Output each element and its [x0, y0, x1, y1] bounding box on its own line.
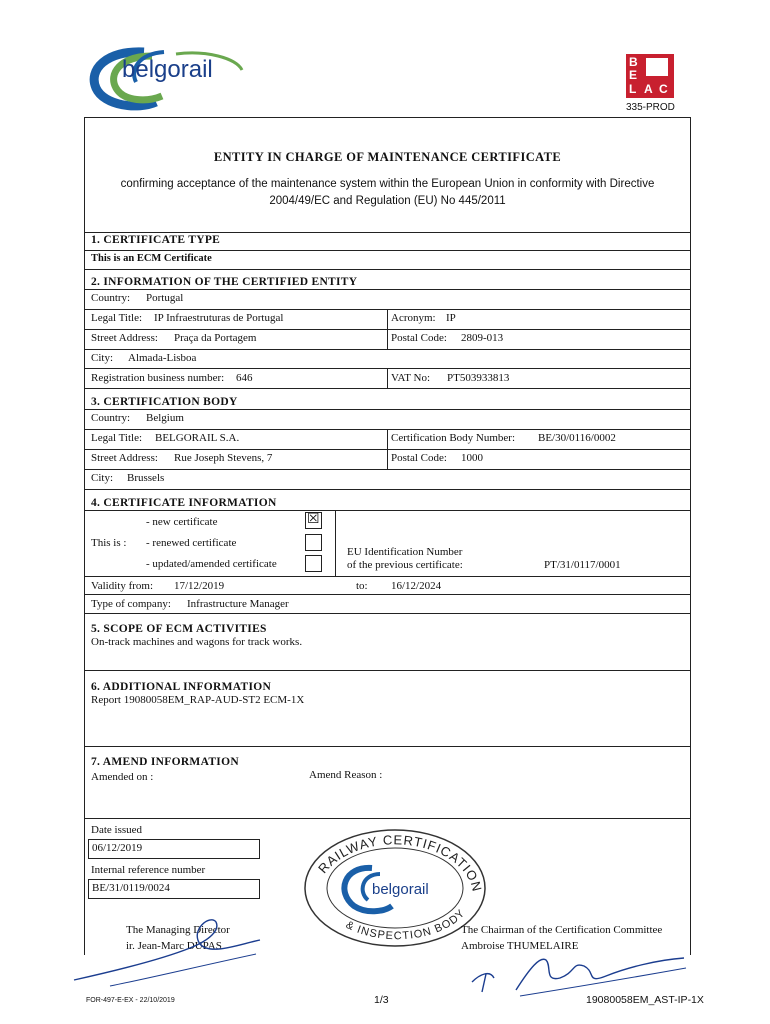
section3-heading: 3. CERTIFICATION BODY — [91, 396, 238, 408]
validity-to-label: to: — [356, 580, 368, 592]
subtitle-line1: confirming acceptance of the maintenance system within the European Union in conformity with Directive — [120, 178, 655, 190]
certificate-type-value: This is an ECM Certificate — [91, 253, 212, 264]
date-issued-label: Date issued — [91, 824, 143, 836]
entity-country-label: Country: — [91, 292, 131, 304]
entity-country: Portugal — [146, 292, 184, 304]
validity-to: 16/12/2024 — [391, 580, 442, 592]
validity-from-label: Validity from: — [91, 580, 154, 592]
validity-from: 17/12/2019 — [174, 580, 225, 592]
option-updated: - updated/amended certificate — [146, 558, 277, 570]
section4-heading: 4. CERTIFICATE INFORMATION — [91, 497, 277, 509]
belac-logo: B E L A C — [626, 54, 674, 98]
right-signatory-title: The Chairman of the Certification Committee — [461, 924, 663, 936]
left-signatory-name: ir. Jean-Marc DUPAS — [126, 940, 222, 952]
renewed-certificate-checkbox[interactable] — [305, 534, 322, 551]
entity-postal-label: Postal Code: — [391, 332, 447, 344]
vat-label: VAT No: — [391, 372, 431, 384]
option-renewed: - renewed certificate — [146, 537, 237, 549]
section5-heading: 5. SCOPE OF ECM ACTIVITIES — [91, 623, 267, 635]
entity-legal-title: IP Infraestruturas de Portugal — [154, 312, 284, 324]
updated-certificate-checkbox[interactable] — [305, 555, 322, 572]
additional-info-value: Report 19080058EM_RAP-AUD-ST2 ECM-1X — [91, 694, 305, 706]
acronym: IP — [446, 312, 456, 324]
body-street-label: Street Address: — [91, 452, 158, 464]
eu-id-label2: of the previous certificate: — [347, 559, 463, 571]
page-title: ENTITY IN CHARGE OF MAINTENANCE CERTIFICATE — [213, 150, 562, 164]
right-signature — [460, 948, 690, 1000]
body-postal: 1000 — [461, 452, 483, 464]
eu-id-number: PT/31/0117/0001 — [544, 559, 621, 571]
left-signatory-title: The Managing Director — [126, 924, 230, 936]
amended-on-label: Amended on : — [91, 771, 154, 783]
registration-label: Registration business number: — [91, 372, 225, 384]
page-number: 1/3 — [374, 994, 389, 1006]
company-type: Infrastructure Manager — [187, 598, 289, 610]
footer-form-code: FOR-497-E-EX - 22/10/2019 — [86, 997, 175, 1004]
amend-reason-label: Amend Reason : — [309, 769, 383, 781]
body-legal-title: BELGORAIL S.A. — [155, 432, 240, 444]
company-type-label: Type of company: — [91, 598, 171, 610]
section1-heading: 1. CERTIFICATE TYPE — [91, 234, 221, 246]
entity-street: Praça da Portagem — [174, 332, 257, 344]
eu-id-label1: EU Identification Number — [347, 546, 463, 558]
entity-legal-label: Legal Title: — [91, 312, 143, 324]
scope-value: On-track machines and wagons for track works. — [91, 636, 303, 648]
ref-number-label: Internal reference number — [91, 864, 206, 876]
section6-heading: 6. ADDITIONAL INFORMATION — [91, 681, 272, 693]
section7-heading: 7. AMEND INFORMATION — [91, 756, 239, 768]
cb-number-label: Certification Body Number: — [391, 432, 516, 444]
new-certificate-checkbox[interactable]: ☒ — [305, 512, 322, 529]
body-country-label: Country: — [91, 412, 131, 424]
this-is-label: This is : — [91, 537, 127, 549]
body-postal-label: Postal Code: — [391, 452, 447, 464]
entity-postal: 2809-013 — [461, 332, 504, 344]
body-country: Belgium — [146, 412, 184, 424]
vat-number: PT503933813 — [447, 372, 510, 384]
stamp-bottom-text: & INSPECTION BODY — [343, 907, 468, 943]
logo-text: belgorail — [122, 56, 213, 83]
body-city-label: City: — [91, 472, 114, 484]
belac-code: 335-PROD — [626, 102, 675, 113]
subtitle-line2: 2004/49/EC and Regulation (EU) No 445/2011 — [269, 195, 506, 207]
ref-number: BE/31/0119/0024 — [92, 882, 170, 894]
stamp-top-text: RAILWAY CERTIFICATION — [315, 832, 485, 894]
body-street: Rue Joseph Stevens, 7 — [174, 452, 273, 464]
cb-number: BE/30/0116/0002 — [538, 432, 616, 444]
right-signatory-name: Ambroise THUMELAIRE — [461, 940, 579, 952]
entity-street-label: Street Address: — [91, 332, 158, 344]
option-new: - new certificate — [146, 516, 218, 528]
footer-reference: 19080058EM_AST-IP-1X — [586, 994, 704, 1006]
stamp-logo-text: belgorail — [372, 881, 429, 898]
date-issued: 06/12/2019 — [92, 842, 143, 854]
entity-city: Almada-Lisboa — [128, 352, 197, 364]
entity-city-label: City: — [91, 352, 114, 364]
acronym-label: Acronym: — [391, 312, 436, 324]
body-city: Brussels — [127, 472, 165, 484]
left-signature — [70, 900, 270, 990]
registration-number: 646 — [236, 372, 253, 384]
body-legal-label: Legal Title: — [91, 432, 143, 444]
section2-heading: 2. INFORMATION OF THE CERTIFIED ENTITY — [91, 276, 358, 288]
